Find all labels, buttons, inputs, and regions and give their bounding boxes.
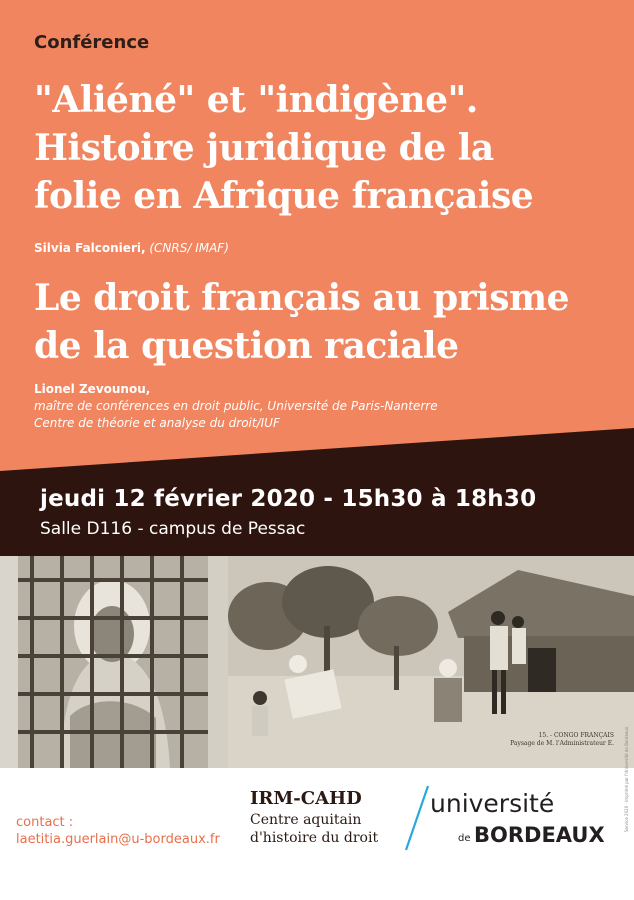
asylum-photo-illustration (0, 556, 228, 768)
lab-name: IRM-CAHD (250, 788, 362, 809)
lab-description-line: Centre aquitain (250, 812, 362, 828)
logo-slash (406, 786, 428, 850)
logo-word-de: de (458, 833, 471, 844)
talk2-title-line: Le droit français au prisme (34, 277, 570, 319)
talk2-speaker-name: Lionel Zevounou, (34, 382, 151, 396)
talk2-speaker-institute: Centre de théorie et analyse du droit/IUF (34, 416, 280, 430)
talk1-speaker-name: Silvia Falconieri, (34, 241, 146, 255)
talk2-speaker-affiliation: maître de conférences en droit public, Université de Paris-Nanterre (34, 399, 438, 413)
contact-label: contact : (16, 815, 74, 830)
contact-email[interactable]: laetitia.guerlain@u-bordeaux.fr (16, 832, 220, 847)
talk2-title-line: de la question raciale (34, 325, 459, 367)
talk1-title-line: Histoire juridique de la (34, 127, 494, 169)
lab-description-line: d'histoire du droit (250, 830, 379, 846)
event-datetime: jeudi 12 février 2020 - 15h30 à 18h30 (40, 486, 537, 512)
postcard-caption-line: Paysage de M. l'Administrateur E. (510, 740, 614, 747)
talk1-speaker (34, 241, 229, 255)
lab-description (250, 811, 378, 847)
archival-photo-asylum (0, 556, 228, 768)
postcard-caption (510, 732, 614, 748)
print-credit: Service 2020 - Imprimé par l'Université de Bordeaux (624, 726, 629, 832)
talk2-title (34, 274, 624, 370)
archival-photo-congo-postcard (228, 556, 634, 768)
talk2-speaker (34, 381, 438, 432)
talk1-title-line: folie en Afrique française (34, 175, 534, 217)
universite-de-bordeaux-logo (400, 780, 610, 852)
event-type-label: Conférence (34, 32, 150, 53)
talk1-speaker-affiliation: (CNRS/ IMAF) (149, 241, 229, 255)
logo-word-bordeaux: BORDEAUX (474, 823, 605, 847)
event-venue: Salle D116 - campus de Pessac (40, 519, 306, 539)
logo-word-universite: université (430, 789, 555, 818)
contact-block (16, 814, 220, 848)
talk1-title-line: "Aliéné" et "indigène". (34, 79, 478, 121)
talk1-title (34, 76, 624, 220)
postcard-caption-line: 15. - CONGO FRANÇAIS (538, 732, 614, 739)
